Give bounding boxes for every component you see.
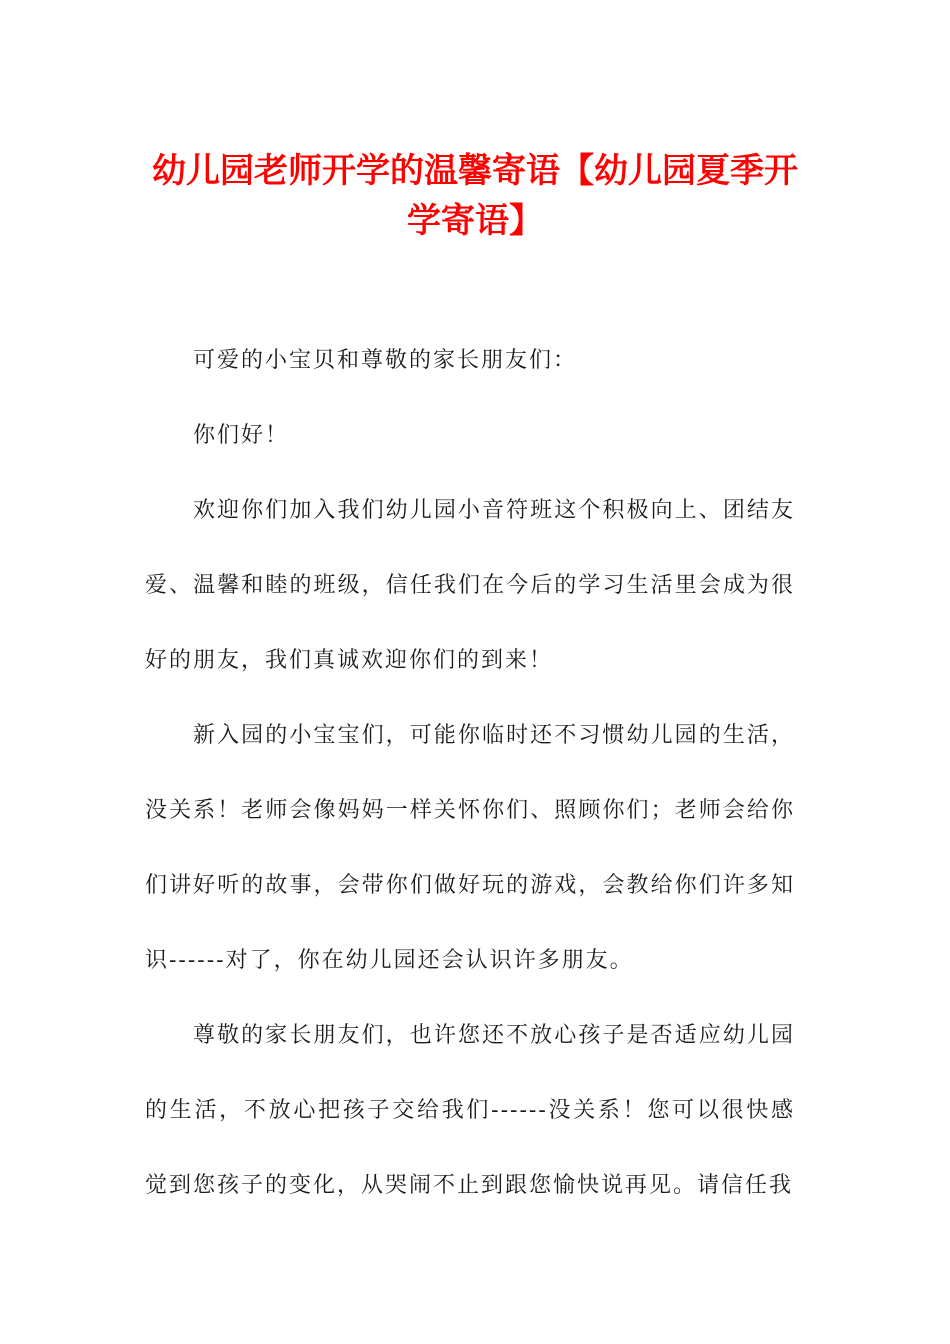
paragraph-children: 新入园的小宝宝们，可能你临时还不习惯幼儿园的生活，没关系！老师会像妈妈一样关怀你们、照顾你们；老师会给你们讲好听的故事，会带你们做好玩的游戏，会教给你们许多知识------对了，你在幼儿园还会认识许多朋友。	[145, 723, 795, 973]
paragraph-parents: 尊敬的家长朋友们，也许您还不放心孩子是否适应幼儿园的生活，不放心把孩子交给我们------没关系！您可以很快感觉到您孩子的变化，从哭闹不止到跟您愉快说再见。请信任我	[145, 1023, 795, 1198]
paragraph-hello: 你们好！	[193, 423, 290, 448]
paragraph-welcome: 欢迎你们加入我们幼儿园小音符班这个积极向上、团结友爱、温馨和睦的班级，信任我们在今后的学习生活里会成为很好的朋友，我们真诚欢迎你们的到来！	[145, 498, 795, 673]
document-body	[145, 323, 795, 1223]
page-title: 幼儿园老师开学的温馨寄语【幼儿园夏季开学寄语】	[152, 151, 798, 241]
paragraph-greeting: 可爱的小宝贝和尊敬的家长朋友们：	[193, 348, 578, 373]
